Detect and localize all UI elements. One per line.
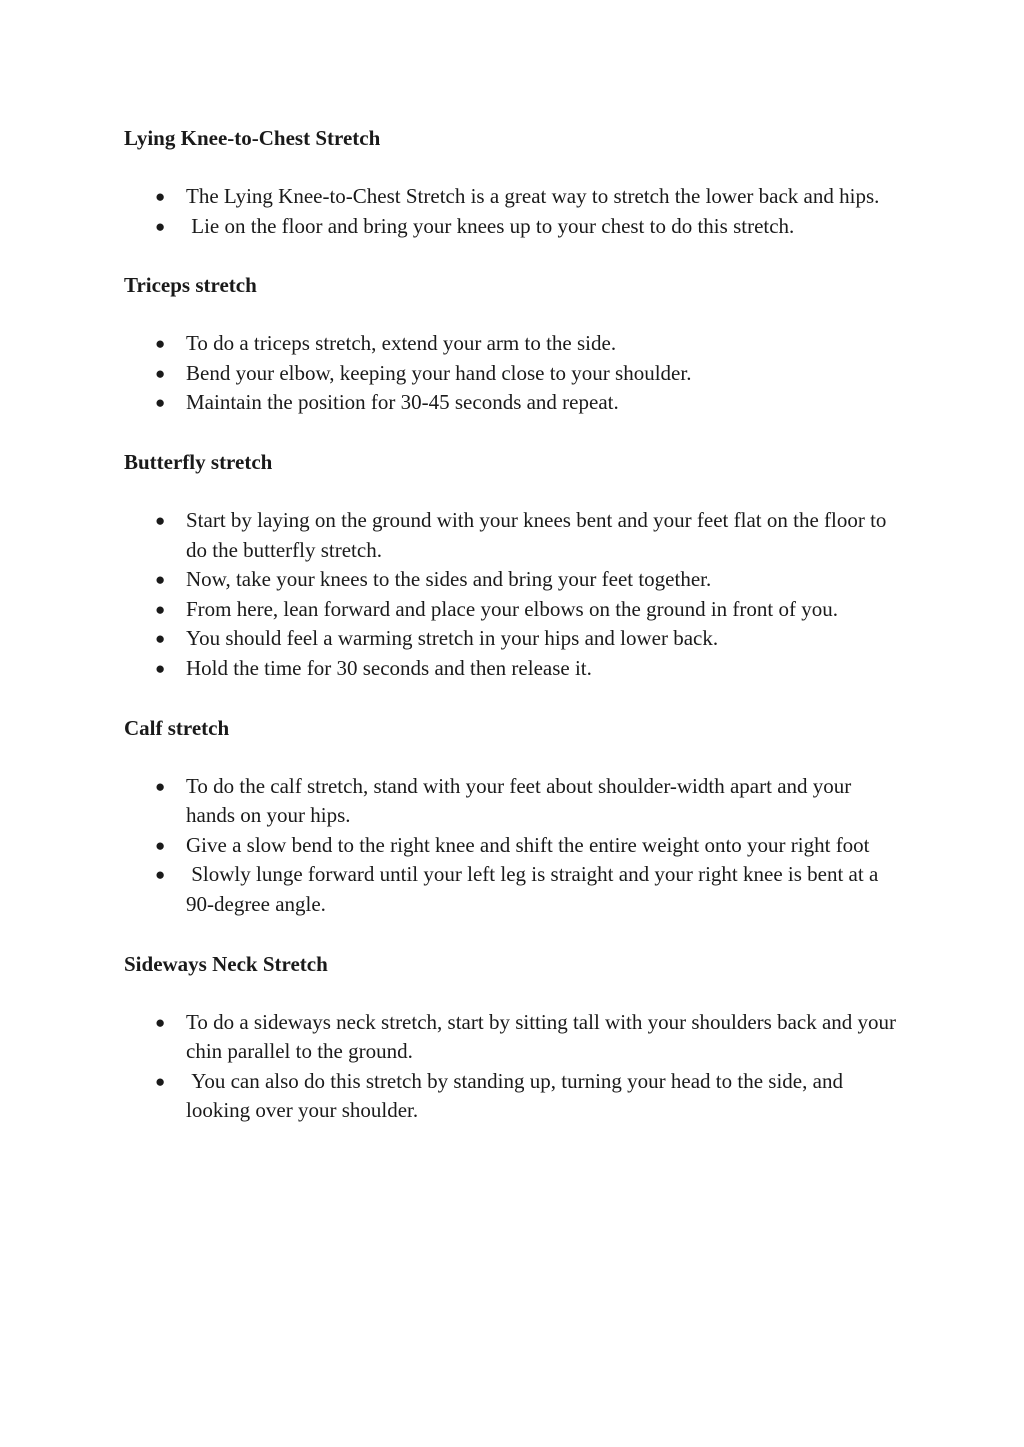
list-item xyxy=(124,624,904,654)
list-item-text: Slowly lunge forward until your left leg is straight and your right knee is bent at a 90-degree angle. xyxy=(186,862,884,916)
list-item xyxy=(124,1008,904,1067)
bullet-icon: ● xyxy=(155,1071,166,1091)
list-item-text: The Lying Knee-to-Chest Stretch is a great way to stretch the lower back and hips. xyxy=(186,184,880,208)
bullet-icon: ● xyxy=(155,570,166,590)
list-item-text: Lie on the floor and bring your knees up to your chest to do this stretch. xyxy=(186,213,795,238)
list-item xyxy=(124,565,904,595)
list-item xyxy=(124,831,904,861)
section-heading-butterfly: Butterfly stretch xyxy=(124,449,273,474)
bullet-list-triceps xyxy=(124,329,904,418)
bullet-icon: ● xyxy=(155,835,166,855)
bullet-list-sideways-neck xyxy=(124,1008,904,1126)
section-heading-lying-knee-to-chest: Lying Knee-to-Chest Stretch xyxy=(124,126,381,150)
list-item xyxy=(124,595,904,625)
list-item-text: Maintain the position for 30-45 seconds and repeat. xyxy=(186,390,619,415)
document-page xyxy=(124,123,904,1155)
bullet-icon: ● xyxy=(155,216,166,236)
list-item xyxy=(124,212,904,242)
list-item-text: You should feel a warming stretch in your hips and lower back. xyxy=(186,626,719,651)
bullet-icon: ● xyxy=(155,363,166,383)
list-item-text: From here, lean forward and place your elbows on the ground in front of you. xyxy=(186,596,838,621)
list-item-text: Now, take your knees to the sides and bring your feet together. xyxy=(186,567,712,592)
bullet-icon: ● xyxy=(155,865,166,885)
list-item xyxy=(124,654,904,684)
list-item-text: Give a slow bend to the right knee and shift the entire weight onto your right foot xyxy=(186,832,870,857)
bullet-icon: ● xyxy=(155,629,166,649)
bullet-icon: ● xyxy=(155,187,166,206)
list-item xyxy=(124,329,904,359)
bullet-icon: ● xyxy=(155,393,166,413)
list-item xyxy=(124,860,904,919)
list-item-text: To do a sideways neck stretch, start by sitting tall with your shoulders back and your chin parallel to the ground. xyxy=(186,1009,897,1064)
bullet-icon: ● xyxy=(155,510,166,530)
list-item xyxy=(124,359,904,389)
list-item-text: To do a triceps stretch, extend your arm to the side. xyxy=(186,331,617,356)
list-item-text: Start by laying on the ground with your knees bent and your feet flat on the floor to do the butterfly stretch. xyxy=(186,507,887,562)
bullet-list-lying-knee-to-chest xyxy=(124,182,904,241)
list-item xyxy=(124,772,904,831)
bullet-icon: ● xyxy=(155,599,166,619)
bullet-icon: ● xyxy=(155,1012,166,1032)
list-item-text: Bend your elbow, keeping your hand close to your shoulder. xyxy=(186,360,692,385)
list-item-text: Hold the time for 30 seconds and then release it. xyxy=(186,655,592,680)
list-item xyxy=(124,388,904,418)
list-item xyxy=(124,506,904,565)
bullet-list-butterfly xyxy=(124,506,904,684)
bullet-icon: ● xyxy=(155,658,166,678)
bullet-list-calf xyxy=(124,772,904,920)
list-item xyxy=(124,1067,904,1126)
section-heading-sideways-neck: Sideways Neck Stretch xyxy=(124,951,328,976)
list-item-text: To do the calf stretch, stand with your feet about shoulder-width apart and your hands on your hips. xyxy=(186,773,852,828)
bullet-icon: ● xyxy=(155,334,166,354)
list-item xyxy=(124,182,904,212)
list-item-text: You can also do this stretch by standing up, turning your head to the side, and looking over your shoulder. xyxy=(186,1068,849,1123)
bullet-icon: ● xyxy=(155,776,166,796)
section-heading-calf: Calf stretch xyxy=(124,715,230,740)
section-heading-triceps: Triceps stretch xyxy=(124,273,257,298)
